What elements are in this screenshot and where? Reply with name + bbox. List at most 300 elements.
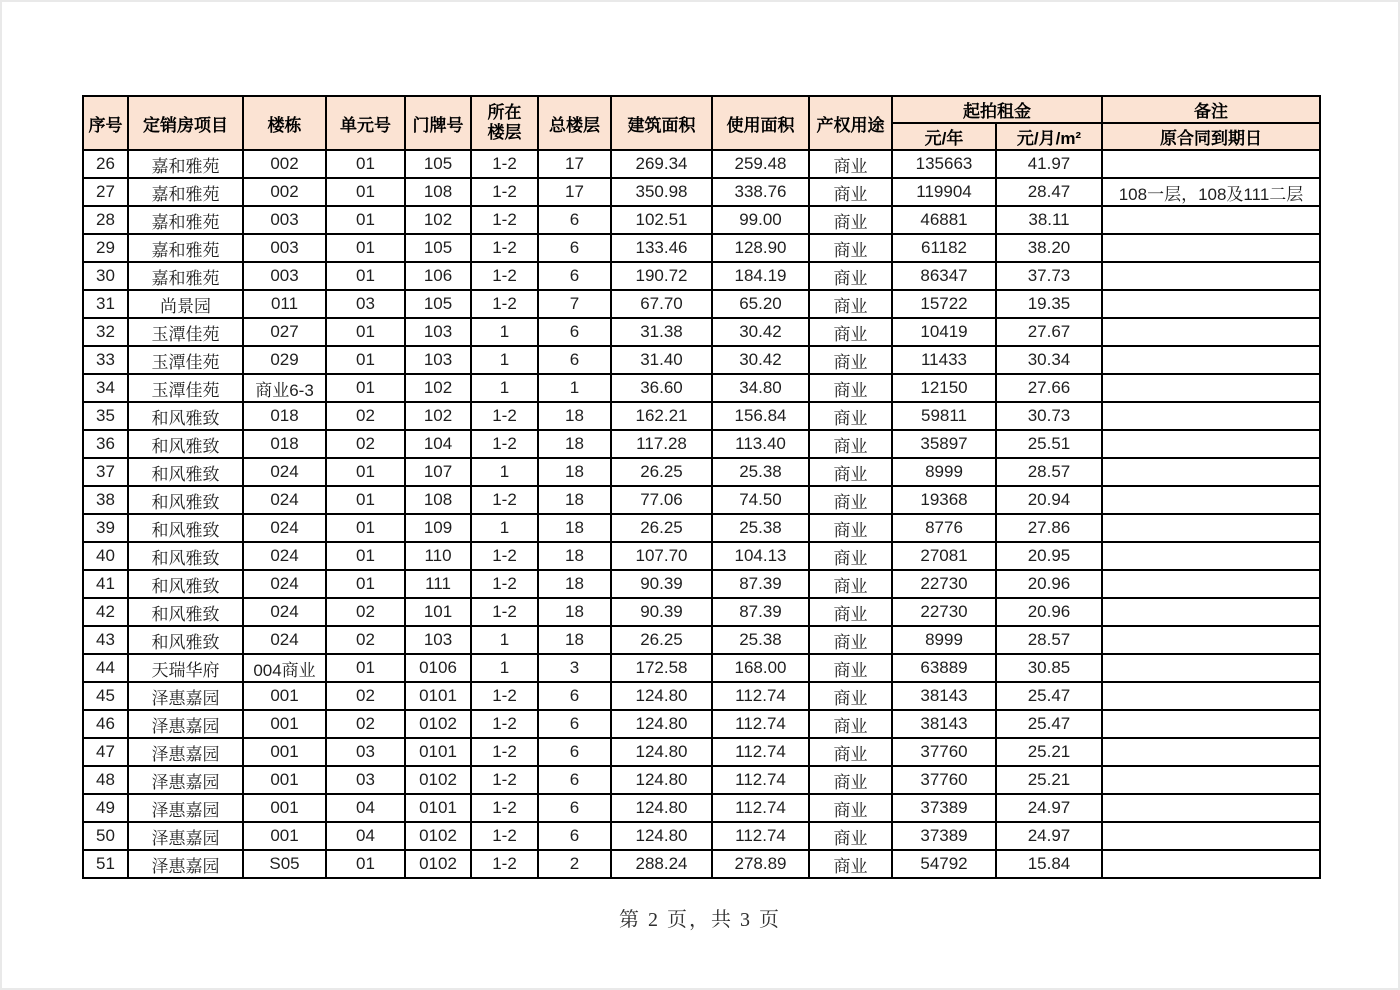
cell-floor: 1-2 <box>471 430 538 458</box>
cell-building-area: 90.39 <box>611 598 712 626</box>
cell-usage: 商业 <box>809 794 892 822</box>
cell-building-area: 67.70 <box>611 290 712 318</box>
cell-building: 024 <box>243 514 326 542</box>
cell-building-area: 117.28 <box>611 430 712 458</box>
cell-usage: 商业 <box>809 178 892 206</box>
cell-remark <box>1102 598 1320 626</box>
cell-seq: 43 <box>83 626 128 654</box>
cell-remark <box>1102 822 1320 850</box>
cell-rent-per-year: 8999 <box>892 458 996 486</box>
cell-door-no: 105 <box>405 150 471 178</box>
cell-usable-area: 156.84 <box>712 402 809 430</box>
cell-seq: 36 <box>83 430 128 458</box>
cell-rent-per-year: 37389 <box>892 822 996 850</box>
cell-floor: 1 <box>471 514 538 542</box>
cell-rent-per-month-sqm: 20.96 <box>996 570 1102 598</box>
table-header <box>83 96 1320 150</box>
cell-project: 泽惠嘉园 <box>128 738 243 766</box>
cell-unit-no: 01 <box>326 262 405 290</box>
cell-rent-per-month-sqm: 25.47 <box>996 710 1102 738</box>
cell-usage: 商业 <box>809 682 892 710</box>
cell-remark <box>1102 150 1320 178</box>
cell-door-no: 0106 <box>405 654 471 682</box>
cell-door-no: 111 <box>405 570 471 598</box>
cell-building: 002 <box>243 178 326 206</box>
cell-rent-per-month-sqm: 20.94 <box>996 486 1102 514</box>
cell-seq: 41 <box>83 570 128 598</box>
cell-floor: 1 <box>471 318 538 346</box>
cell-usable-area: 338.76 <box>712 178 809 206</box>
cell-rent-per-month-sqm: 25.51 <box>996 430 1102 458</box>
table-row <box>83 178 1320 206</box>
cell-floor: 1 <box>471 346 538 374</box>
cell-remark <box>1102 486 1320 514</box>
cell-building-area: 124.80 <box>611 710 712 738</box>
table-row <box>83 822 1320 850</box>
cell-usage: 商业 <box>809 486 892 514</box>
cell-usable-area: 99.00 <box>712 206 809 234</box>
cell-usable-area: 30.42 <box>712 318 809 346</box>
table-row <box>83 682 1320 710</box>
cell-project: 嘉和雅苑 <box>128 206 243 234</box>
cell-seq: 49 <box>83 794 128 822</box>
cell-door-no: 0101 <box>405 682 471 710</box>
cell-building: 018 <box>243 430 326 458</box>
table-row <box>83 150 1320 178</box>
cell-usage: 商业 <box>809 318 892 346</box>
cell-building-area: 124.80 <box>611 738 712 766</box>
cell-building: 001 <box>243 738 326 766</box>
cell-floor: 1 <box>471 626 538 654</box>
cell-usable-area: 168.00 <box>712 654 809 682</box>
table-row <box>83 318 1320 346</box>
cell-unit-no: 01 <box>326 486 405 514</box>
cell-unit-no: 01 <box>326 206 405 234</box>
col-header-usable-area: 使用面积 <box>712 96 809 150</box>
cell-remark <box>1102 542 1320 570</box>
table-row <box>83 290 1320 318</box>
cell-usage: 商业 <box>809 626 892 654</box>
cell-floor: 1 <box>471 458 538 486</box>
cell-total-floors: 6 <box>538 710 611 738</box>
cell-seq: 37 <box>83 458 128 486</box>
cell-seq: 40 <box>83 542 128 570</box>
cell-usable-area: 112.74 <box>712 738 809 766</box>
cell-seq: 34 <box>83 374 128 402</box>
cell-rent-per-month-sqm: 38.11 <box>996 206 1102 234</box>
cell-building: 027 <box>243 318 326 346</box>
cell-building: 商业6-3 <box>243 374 326 402</box>
cell-project: 嘉和雅苑 <box>128 178 243 206</box>
table-row <box>83 430 1320 458</box>
cell-unit-no: 01 <box>326 458 405 486</box>
cell-usage: 商业 <box>809 738 892 766</box>
cell-seq: 31 <box>83 290 128 318</box>
cell-total-floors: 6 <box>538 682 611 710</box>
cell-door-no: 108 <box>405 178 471 206</box>
cell-door-no: 0101 <box>405 794 471 822</box>
cell-floor: 1 <box>471 654 538 682</box>
table-row <box>83 402 1320 430</box>
cell-unit-no: 02 <box>326 430 405 458</box>
cell-rent-per-year: 59811 <box>892 402 996 430</box>
col-header-rent-per-month-sqm: 元/月/m² <box>996 123 1102 150</box>
cell-rent-per-month-sqm: 15.84 <box>996 850 1102 878</box>
cell-door-no: 0102 <box>405 822 471 850</box>
cell-rent-per-year: 54792 <box>892 850 996 878</box>
cell-project: 泽惠嘉园 <box>128 710 243 738</box>
cell-usable-area: 25.38 <box>712 458 809 486</box>
cell-floor: 1-2 <box>471 262 538 290</box>
cell-remark <box>1102 738 1320 766</box>
cell-usable-area: 112.74 <box>712 682 809 710</box>
cell-seq: 29 <box>83 234 128 262</box>
cell-door-no: 104 <box>405 430 471 458</box>
cell-usable-area: 30.42 <box>712 346 809 374</box>
cell-seq: 35 <box>83 402 128 430</box>
cell-floor: 1-2 <box>471 822 538 850</box>
cell-usable-area: 278.89 <box>712 850 809 878</box>
cell-usage: 商业 <box>809 766 892 794</box>
cell-building-area: 124.80 <box>611 822 712 850</box>
cell-remark <box>1102 794 1320 822</box>
cell-remark: 108一层，108及111二层 <box>1102 178 1320 206</box>
cell-remark <box>1102 850 1320 878</box>
cell-unit-no: 02 <box>326 402 405 430</box>
cell-remark <box>1102 262 1320 290</box>
cell-total-floors: 18 <box>538 486 611 514</box>
cell-usable-area: 259.48 <box>712 150 809 178</box>
cell-usable-area: 65.20 <box>712 290 809 318</box>
cell-remark <box>1102 514 1320 542</box>
cell-building-area: 162.21 <box>611 402 712 430</box>
cell-unit-no: 02 <box>326 626 405 654</box>
cell-seq: 51 <box>83 850 128 878</box>
cell-floor: 1-2 <box>471 542 538 570</box>
cell-project: 嘉和雅苑 <box>128 234 243 262</box>
cell-rent-per-year: 11433 <box>892 346 996 374</box>
cell-total-floors: 18 <box>538 626 611 654</box>
cell-total-floors: 18 <box>538 570 611 598</box>
cell-building: 004商业 <box>243 654 326 682</box>
cell-usable-area: 112.74 <box>712 794 809 822</box>
cell-door-no: 0101 <box>405 738 471 766</box>
cell-remark <box>1102 290 1320 318</box>
table-row <box>83 626 1320 654</box>
cell-project: 和风雅致 <box>128 542 243 570</box>
cell-unit-no: 01 <box>326 178 405 206</box>
cell-building: 003 <box>243 262 326 290</box>
cell-seq: 30 <box>83 262 128 290</box>
cell-seq: 42 <box>83 598 128 626</box>
cell-usage: 商业 <box>809 374 892 402</box>
cell-rent-per-year: 38143 <box>892 710 996 738</box>
cell-rent-per-month-sqm: 30.85 <box>996 654 1102 682</box>
col-header-unit-no: 单元号 <box>326 96 405 150</box>
cell-usage: 商业 <box>809 402 892 430</box>
cell-door-no: 103 <box>405 626 471 654</box>
col-header-remark-group: 备注 <box>1102 96 1320 123</box>
cell-usable-area: 104.13 <box>712 542 809 570</box>
cell-total-floors: 18 <box>538 542 611 570</box>
cell-seq: 47 <box>83 738 128 766</box>
cell-door-no: 103 <box>405 318 471 346</box>
cell-unit-no: 04 <box>326 794 405 822</box>
cell-unit-no: 01 <box>326 346 405 374</box>
cell-project: 和风雅致 <box>128 430 243 458</box>
cell-building-area: 124.80 <box>611 766 712 794</box>
cell-unit-no: 01 <box>326 374 405 402</box>
cell-usable-area: 128.90 <box>712 234 809 262</box>
cell-unit-no: 03 <box>326 290 405 318</box>
cell-rent-per-month-sqm: 19.35 <box>996 290 1102 318</box>
cell-seq: 46 <box>83 710 128 738</box>
cell-project: 泽惠嘉园 <box>128 850 243 878</box>
col-header-project: 定销房项目 <box>128 96 243 150</box>
cell-floor: 1-2 <box>471 850 538 878</box>
cell-rent-per-month-sqm: 20.95 <box>996 542 1102 570</box>
cell-usage: 商业 <box>809 822 892 850</box>
cell-building: 011 <box>243 290 326 318</box>
cell-unit-no: 02 <box>326 710 405 738</box>
table-row <box>83 794 1320 822</box>
cell-remark <box>1102 654 1320 682</box>
cell-building-area: 107.70 <box>611 542 712 570</box>
col-header-floor-line2: 楼层 <box>487 123 522 142</box>
cell-rent-per-month-sqm: 41.97 <box>996 150 1102 178</box>
table-row <box>83 710 1320 738</box>
cell-door-no: 0102 <box>405 766 471 794</box>
cell-seq: 33 <box>83 346 128 374</box>
cell-rent-per-year: 46881 <box>892 206 996 234</box>
cell-project: 嘉和雅苑 <box>128 150 243 178</box>
cell-usage: 商业 <box>809 654 892 682</box>
cell-floor: 1-2 <box>471 178 538 206</box>
cell-total-floors: 6 <box>538 766 611 794</box>
cell-seq: 26 <box>83 150 128 178</box>
cell-unit-no: 04 <box>326 822 405 850</box>
cell-building-area: 190.72 <box>611 262 712 290</box>
cell-building-area: 133.46 <box>611 234 712 262</box>
cell-remark <box>1102 766 1320 794</box>
cell-floor: 1-2 <box>471 150 538 178</box>
cell-floor: 1-2 <box>471 710 538 738</box>
cell-rent-per-month-sqm: 28.57 <box>996 458 1102 486</box>
cell-project: 和风雅致 <box>128 486 243 514</box>
cell-total-floors: 2 <box>538 850 611 878</box>
cell-project: 和风雅致 <box>128 598 243 626</box>
table-row <box>83 486 1320 514</box>
cell-rent-per-year: 15722 <box>892 290 996 318</box>
cell-rent-per-year: 10419 <box>892 318 996 346</box>
cell-remark <box>1102 458 1320 486</box>
table-row <box>83 570 1320 598</box>
table-body <box>83 150 1320 878</box>
cell-building: 001 <box>243 766 326 794</box>
cell-door-no: 108 <box>405 486 471 514</box>
cell-usable-area: 25.38 <box>712 514 809 542</box>
cell-unit-no: 01 <box>326 542 405 570</box>
cell-floor: 1-2 <box>471 682 538 710</box>
cell-floor: 1-2 <box>471 766 538 794</box>
table-row <box>83 234 1320 262</box>
cell-unit-no: 01 <box>326 850 405 878</box>
cell-rent-per-year: 61182 <box>892 234 996 262</box>
cell-building: 002 <box>243 150 326 178</box>
cell-remark <box>1102 206 1320 234</box>
cell-rent-per-year: 63889 <box>892 654 996 682</box>
cell-rent-per-year: 19368 <box>892 486 996 514</box>
cell-building: 018 <box>243 402 326 430</box>
cell-building-area: 102.51 <box>611 206 712 234</box>
cell-building: 001 <box>243 794 326 822</box>
cell-remark <box>1102 430 1320 458</box>
cell-unit-no: 01 <box>326 318 405 346</box>
cell-project: 玉潭佳苑 <box>128 318 243 346</box>
cell-floor: 1-2 <box>471 570 538 598</box>
cell-rent-per-month-sqm: 24.97 <box>996 822 1102 850</box>
cell-project: 玉潭佳苑 <box>128 346 243 374</box>
cell-total-floors: 6 <box>538 262 611 290</box>
cell-rent-per-year: 37760 <box>892 738 996 766</box>
cell-door-no: 106 <box>405 262 471 290</box>
cell-floor: 1-2 <box>471 290 538 318</box>
cell-building-area: 269.34 <box>611 150 712 178</box>
header-row-1 <box>83 96 1320 123</box>
cell-unit-no: 03 <box>326 766 405 794</box>
cell-building-area: 350.98 <box>611 178 712 206</box>
cell-rent-per-month-sqm: 27.66 <box>996 374 1102 402</box>
cell-building: 024 <box>243 542 326 570</box>
cell-building: 024 <box>243 486 326 514</box>
cell-rent-per-year: 8999 <box>892 626 996 654</box>
cell-building: 001 <box>243 822 326 850</box>
table-row <box>83 598 1320 626</box>
col-header-floor <box>471 96 538 150</box>
cell-unit-no: 03 <box>326 738 405 766</box>
cell-usage: 商业 <box>809 290 892 318</box>
cell-usable-area: 112.74 <box>712 710 809 738</box>
cell-rent-per-month-sqm: 28.57 <box>996 626 1102 654</box>
cell-building-area: 124.80 <box>611 682 712 710</box>
cell-rent-per-month-sqm: 30.73 <box>996 402 1102 430</box>
cell-building: 029 <box>243 346 326 374</box>
cell-rent-per-year: 37760 <box>892 766 996 794</box>
cell-total-floors: 3 <box>538 654 611 682</box>
cell-floor: 1-2 <box>471 486 538 514</box>
cell-rent-per-month-sqm: 27.67 <box>996 318 1102 346</box>
cell-total-floors: 18 <box>538 598 611 626</box>
cell-total-floors: 6 <box>538 794 611 822</box>
cell-rent-per-year: 86347 <box>892 262 996 290</box>
table-row <box>83 262 1320 290</box>
cell-building-area: 288.24 <box>611 850 712 878</box>
cell-rent-per-month-sqm: 38.20 <box>996 234 1102 262</box>
cell-door-no: 102 <box>405 374 471 402</box>
cell-rent-per-month-sqm: 27.86 <box>996 514 1102 542</box>
cell-rent-per-year: 38143 <box>892 682 996 710</box>
cell-rent-per-month-sqm: 20.96 <box>996 598 1102 626</box>
cell-total-floors: 7 <box>538 290 611 318</box>
cell-usage: 商业 <box>809 458 892 486</box>
cell-usage: 商业 <box>809 234 892 262</box>
cell-seq: 32 <box>83 318 128 346</box>
cell-rent-per-year: 27081 <box>892 542 996 570</box>
cell-total-floors: 1 <box>538 374 611 402</box>
cell-project: 泽惠嘉园 <box>128 822 243 850</box>
cell-project: 泽惠嘉园 <box>128 682 243 710</box>
cell-door-no: 105 <box>405 234 471 262</box>
cell-project: 泽惠嘉园 <box>128 766 243 794</box>
cell-door-no: 109 <box>405 514 471 542</box>
cell-unit-no: 01 <box>326 514 405 542</box>
cell-building-area: 31.38 <box>611 318 712 346</box>
table-row <box>83 346 1320 374</box>
cell-usage: 商业 <box>809 430 892 458</box>
cell-total-floors: 18 <box>538 514 611 542</box>
cell-seq: 45 <box>83 682 128 710</box>
cell-rent-per-year: 8776 <box>892 514 996 542</box>
cell-rent-per-month-sqm: 25.47 <box>996 682 1102 710</box>
cell-usable-area: 112.74 <box>712 766 809 794</box>
table-row <box>83 514 1320 542</box>
cell-project: 尚景园 <box>128 290 243 318</box>
cell-total-floors: 6 <box>538 346 611 374</box>
cell-project: 和风雅致 <box>128 626 243 654</box>
cell-unit-no: 01 <box>326 234 405 262</box>
cell-building-area: 124.80 <box>611 794 712 822</box>
col-header-building: 楼栋 <box>243 96 326 150</box>
cell-rent-per-month-sqm: 37.73 <box>996 262 1102 290</box>
col-header-total-floors: 总楼层 <box>538 96 611 150</box>
cell-floor: 1-2 <box>471 794 538 822</box>
cell-project: 玉潭佳苑 <box>128 374 243 402</box>
cell-floor: 1-2 <box>471 206 538 234</box>
cell-door-no: 102 <box>405 402 471 430</box>
cell-building-area: 90.39 <box>611 570 712 598</box>
cell-project: 和风雅致 <box>128 514 243 542</box>
cell-usage: 商业 <box>809 850 892 878</box>
cell-building: S05 <box>243 850 326 878</box>
cell-floor: 1-2 <box>471 402 538 430</box>
cell-rent-per-year: 135663 <box>892 150 996 178</box>
cell-seq: 38 <box>83 486 128 514</box>
cell-floor: 1-2 <box>471 738 538 766</box>
cell-usable-area: 74.50 <box>712 486 809 514</box>
cell-unit-no: 02 <box>326 598 405 626</box>
cell-building-area: 36.60 <box>611 374 712 402</box>
cell-usable-area: 87.39 <box>712 570 809 598</box>
cell-project: 和风雅致 <box>128 458 243 486</box>
cell-total-floors: 6 <box>538 318 611 346</box>
cell-total-floors: 18 <box>538 458 611 486</box>
cell-building: 003 <box>243 206 326 234</box>
rental-listings-table <box>82 95 1321 879</box>
cell-usage: 商业 <box>809 542 892 570</box>
cell-unit-no: 01 <box>326 150 405 178</box>
cell-project: 泽惠嘉园 <box>128 794 243 822</box>
cell-total-floors: 6 <box>538 822 611 850</box>
cell-building: 024 <box>243 598 326 626</box>
cell-project: 和风雅致 <box>128 402 243 430</box>
cell-building-area: 77.06 <box>611 486 712 514</box>
table-row <box>83 458 1320 486</box>
cell-rent-per-month-sqm: 30.34 <box>996 346 1102 374</box>
cell-door-no: 0102 <box>405 850 471 878</box>
cell-remark <box>1102 234 1320 262</box>
cell-building: 024 <box>243 626 326 654</box>
table-row <box>83 374 1320 402</box>
